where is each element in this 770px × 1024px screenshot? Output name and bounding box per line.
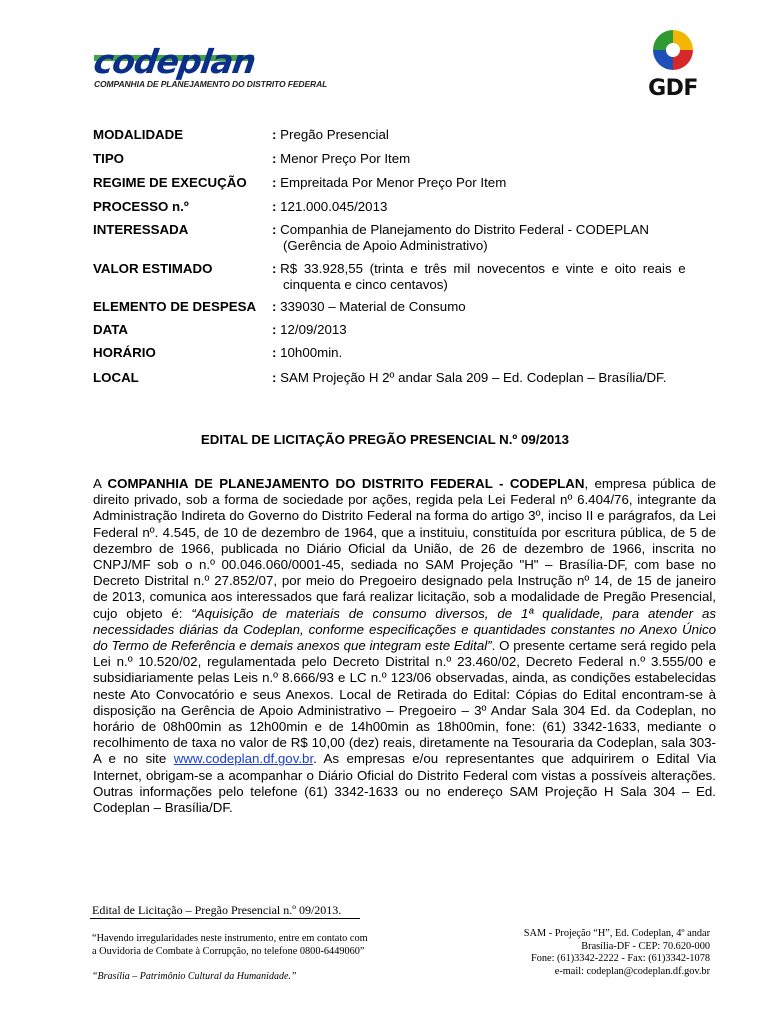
info-value: Pregão Presencial — [280, 127, 389, 142]
body-objeto: “Aquisição de materiais de consumo diversos, de 1ª qualidade, para atender as necessidades diárias da Codeplan, conforme especificações e quantidades constantes no Anexo Único do Termo de Referência e demais anexos que integram este Edital” — [93, 605, 716, 654]
info-colon: : — [272, 261, 277, 276]
info-label: ELEMENTO DE DESPESA — [93, 299, 257, 314]
footer-address-line: Fone: (61)3342-2222 - Fax: (61)3342-1078 — [530, 953, 710, 964]
footer-divider — [90, 918, 360, 919]
info-label: LOCAL — [93, 370, 139, 385]
footer-address-line: SAM - Projeção “H”, Ed. Codeplan, 4º andar — [523, 928, 710, 939]
info-value: Companhia de Planejamento do Distrito Federal - CODEPLAN — [280, 222, 649, 237]
info-colon: : — [272, 127, 277, 142]
info-colon: : — [272, 175, 277, 190]
info-value: 12/09/2013 — [280, 322, 347, 337]
info-value: SAM Projeção H 2º andar Sala 209 – Ed. Codeplan – Brasília/DF. — [280, 370, 667, 385]
gdf-logo — [640, 26, 710, 102]
info-colon: : — [272, 199, 277, 214]
info-label: MODALIDADE — [93, 127, 184, 142]
body-part-2: . O presente certame será regido pela Lei n.º 10.520/02, regulamentada pelo Decreto Distrital n.º 23.460/02, Decreto Federal n.º 3.555/00 e subsidiariamente pelas Leis n.º 8.666/93 e LC n.º 123/06 observadas, ainda, as condições estabelecidas neste Ato Convocatório e seus Anexos. Local de Retirada do Edital: Cópias do Edital encontram-se à disposição na Gerência de Apoio Administrativo – Pregoeiro – 3º Andar Sala 304 Ed. da Codeplan, no horário de 08h00min as 12h00min e de 14h00min as 18h00min, fone: (61) 3342-1633, mediante o recolhimento de taxa no valor de R$ 10,00 (dez) reais, diretamente na Tesouraria da Codeplan, sala 303-A e no site — [93, 638, 717, 767]
info-value: Menor Preço Por Item — [280, 151, 411, 166]
info-colon: : — [272, 222, 277, 237]
body-lead: A — [93, 476, 108, 491]
info-label: VALOR ESTIMADO — [93, 261, 213, 276]
info-value: 10h00min. — [280, 345, 343, 360]
info-colon: : — [272, 151, 277, 166]
codeplan-logo-word: codeplan — [91, 42, 258, 81]
info-label: HORÁRIO — [93, 345, 156, 360]
footer-doc-title: Edital de Licitação – Pregão Presencial n.º 09/2013. — [92, 903, 342, 917]
footer-address — [470, 928, 710, 978]
codeplan-website-link[interactable]: www.codeplan.df.gov.br — [173, 751, 314, 767]
info-label: PROCESSO n.º — [93, 199, 189, 214]
info-value-continued: (Gerência de Apoio Administrativo) — [283, 237, 488, 253]
footer-address-line: e-mail: codeplan@codeplan.df.gov.br — [554, 965, 710, 977]
info-colon: : — [272, 370, 277, 385]
info-value: R$ 33.928,55 (trinta e três mil novecentos e vinte e oito reais e — [280, 261, 686, 276]
info-label: INTERESSADA — [93, 222, 189, 237]
info-value: 121.000.045/2013 — [280, 199, 388, 214]
info-colon: : — [272, 299, 277, 314]
info-colon: : — [272, 322, 277, 337]
info-value: 339030 – Material de Consumo — [280, 299, 466, 314]
footer-address-line: Brasília-DF - CEP: 70.620-000 — [581, 940, 710, 952]
info-colon: : — [272, 345, 277, 360]
footer-quote-line: “Havendo irregularidades neste instrumento, entre em contato com — [92, 933, 368, 944]
edital-body — [93, 476, 716, 816]
footer-motto: “Brasília – Patrimônio Cultural da Humanidade.” — [92, 971, 297, 982]
info-label: TIPO — [93, 151, 125, 166]
codeplan-logo-tagline: COMPANHIA DE PLANEJAMENTO DO DISTRITO FEDERAL — [94, 79, 328, 89]
body-company-name: COMPANHIA DE PLANEJAMENTO DO DISTRITO FEDERAL - CODEPLAN — [107, 476, 585, 491]
info-value: Empreitada Por Menor Preço Por Item — [280, 175, 507, 190]
info-value-continued: cinquenta e cinco centavos) — [283, 276, 448, 292]
codeplan-logo — [91, 42, 328, 92]
body-part-3: . As empresas e/ou representantes que adquirirem o Edital Via Internet, obrigam-se a acompanhar o Diário Oficial do Distrito Federal com vistas a possíveis alterações. Outras informações pelo telefone (61) 3342-1633 ou no endereço SAM Projeção H Sala 304 – Ed. Codeplan – Brasília/DF. — [93, 751, 716, 816]
edital-title: EDITAL DE LICITAÇÃO PREGÃO PRESENCIAL N.º 09/2013 — [200, 432, 570, 447]
gdf-logo-text: GDF — [648, 76, 698, 101]
info-label: REGIME DE EXECUÇÃO — [93, 175, 247, 190]
footer-ouvidoria-notice — [92, 932, 422, 958]
info-label: DATA — [93, 322, 128, 337]
body-part-1: , empresa pública de direito privado, sob a forma de sociedade por ações, regida pela Lei Federal nº 6.404/76, integrante da Administração Indireta do Governo do Distrito Federal na forma do artigo 3º, inciso II e parágrafos, da Lei Federal nº. 4.545, de 10 de dezembro de 1964, que a instituiu, constituída por escritura pública, de 5 de dezembro de 1966, publicada no Diário Oficial da União, de 26 de dezembro de 1966, inscrita no CNPJ/MF sob o n.º 00.046.060/0001-45, sediada no SAM Projeção "H" – Brasília-DF, com base no Decreto Distrital n.º 27.852/07, por meio do Pregoeiro designado pela Instrução nº 14, de 15 de janeiro de 2013, comunica aos interessados que fará realizar licitação, sob a modalidade de Pregão Presencial, cujo objeto é: — [93, 476, 716, 621]
gdf-emblem-icon — [640, 26, 706, 76]
footer-quote-line: a Ouvidoria de Combate à Corrupção, no telefone 0800-6449060” — [92, 946, 365, 957]
